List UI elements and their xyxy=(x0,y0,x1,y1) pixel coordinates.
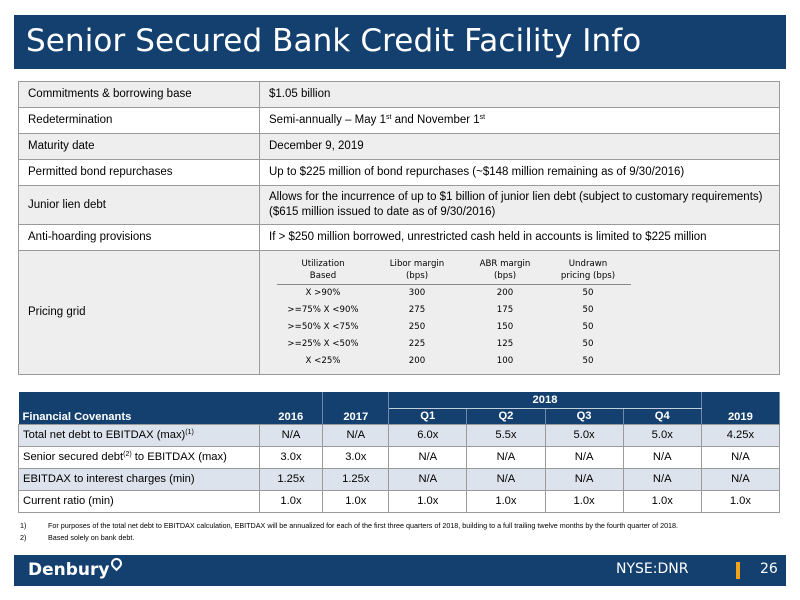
superscript: (1) xyxy=(185,429,194,436)
covenant-value: N/A xyxy=(545,446,623,468)
term-value: $1.05 billion xyxy=(260,82,780,108)
covenant-value: 1.25x xyxy=(259,468,323,490)
pricing-cell: 150 xyxy=(496,321,514,332)
terms-row xyxy=(19,160,780,186)
pricing-cell: 225 xyxy=(408,338,426,349)
footnote xyxy=(20,520,678,532)
pricing-row xyxy=(277,336,631,353)
covenant-value: 1.0x xyxy=(467,490,545,512)
pricing-cell: X >90% xyxy=(305,287,341,298)
pricing-cell: 50 xyxy=(582,321,594,332)
pricing-header-line: (bps) xyxy=(405,270,429,281)
covenant-value: 5.0x xyxy=(623,424,701,446)
covenant-value: 1.0x xyxy=(259,490,323,512)
pricing-row xyxy=(277,319,631,336)
term-value: Up to $225 million of bond repurchases (~$148 million remaining as of 9/30/2016) xyxy=(260,160,780,186)
pricing-cell: 50 xyxy=(582,304,594,315)
terms-row xyxy=(19,186,780,225)
pricing-row xyxy=(277,284,631,302)
pricing-header xyxy=(369,258,465,285)
covenant-value: 1.0x xyxy=(545,490,623,512)
footer-separator xyxy=(736,562,740,579)
pricing-cell: X <25% xyxy=(305,355,341,366)
covenants-header-row xyxy=(19,392,780,408)
term-label: Redetermination xyxy=(19,108,260,134)
covenant-row xyxy=(19,446,780,468)
term-value-text: Semi-annually – May 1 xyxy=(269,114,386,126)
page-number: 26 xyxy=(760,561,778,577)
pricing-row xyxy=(277,353,631,370)
covenant-value: 5.0x xyxy=(545,424,623,446)
covenant-value: 1.0x xyxy=(623,490,701,512)
pricing-cell: 175 xyxy=(496,304,514,315)
footnote-number: 1) xyxy=(20,521,27,530)
covenant-value: N/A xyxy=(467,446,545,468)
oil-drop-icon xyxy=(109,556,125,572)
footnote xyxy=(20,532,678,544)
year-header: 2017 xyxy=(323,392,389,424)
term-value: If > $250 million borrowed, unrestricted cash held in accounts is limited to $225 million xyxy=(260,225,780,251)
superscript: st xyxy=(385,114,392,121)
superscript: (2) xyxy=(123,451,132,458)
pricing-header-row xyxy=(277,258,631,285)
terms-row xyxy=(19,134,780,160)
quarter-header: Q2 xyxy=(467,408,545,424)
page-title: Senior Secured Bank Credit Facility Info xyxy=(26,23,642,59)
term-label: Pricing grid xyxy=(19,251,260,375)
covenant-value: 3.0x xyxy=(259,446,323,468)
pricing-header-line: Utilization xyxy=(301,258,345,269)
covenant-value: N/A xyxy=(259,424,323,446)
covenant-label xyxy=(19,424,260,446)
stock-ticker: NYSE:DNR xyxy=(616,561,689,577)
terms-row xyxy=(19,251,780,375)
covenant-label xyxy=(19,446,260,468)
pricing-header xyxy=(277,258,369,285)
pricing-header-line: Based xyxy=(309,270,337,281)
footnote-text: For purposes of the total net debt to EBITDAX calculation, EBITDAX will be annualized for each of the first three quarters of 2018, building to a full trailing twelve months by the fourth quarter of 2018. xyxy=(48,521,679,530)
covenant-value: 5.5x xyxy=(467,424,545,446)
quarter-header: Q1 xyxy=(389,408,467,424)
pricing-cell: 275 xyxy=(408,304,426,315)
term-label: Commitments & borrowing base xyxy=(19,82,260,108)
year-header: 2018 xyxy=(389,392,702,408)
pricing-header xyxy=(545,258,631,285)
year-header: 2016 xyxy=(259,392,323,424)
pricing-grid-cell xyxy=(260,251,780,375)
pricing-cell: 250 xyxy=(408,321,426,332)
term-label: Permitted bond repurchases xyxy=(19,160,260,186)
quarter-header: Q4 xyxy=(623,408,701,424)
footnote-number: 2) xyxy=(20,533,27,542)
financial-covenants-table xyxy=(18,392,780,513)
year-header: 2019 xyxy=(701,392,779,424)
covenant-value: 4.25x xyxy=(701,424,779,446)
covenant-label: EBITDAX to interest charges (min) xyxy=(19,468,260,490)
covenant-value: N/A xyxy=(389,446,467,468)
covenant-value: 1.0x xyxy=(323,490,389,512)
term-value: December 9, 2019 xyxy=(260,134,780,160)
pricing-cell: >=75% X <90% xyxy=(287,304,359,315)
footnote-text: Based solely on bank debt. xyxy=(48,533,135,542)
pricing-cell: 125 xyxy=(496,338,514,349)
pricing-grid-table xyxy=(277,258,631,370)
terms-row xyxy=(19,82,780,108)
covenant-value: N/A xyxy=(545,468,623,490)
pricing-header-line: ABR margin xyxy=(479,258,531,269)
covenant-label: Current ratio (min) xyxy=(19,490,260,512)
pricing-cell: >=25% X <50% xyxy=(287,338,359,349)
pricing-header-line: Undrawn xyxy=(568,258,608,269)
term-value: Allows for the incurrence of up to $1 billion of junior lien debt (subject to customary requirements) ($615 million issued to date as of 9/30/2016) xyxy=(260,186,780,225)
covenant-label-text: to EBITDAX (max) xyxy=(131,451,227,463)
term-value-text: and November 1 xyxy=(391,114,480,126)
pricing-cell: 300 xyxy=(408,287,426,298)
covenant-value: N/A xyxy=(623,446,701,468)
footer-bar xyxy=(14,555,786,586)
pricing-cell: 50 xyxy=(582,338,594,349)
logo-text: Denbury xyxy=(28,560,110,580)
term-label: Maturity date xyxy=(19,134,260,160)
terms-row xyxy=(19,108,780,134)
covenants-header-label: Financial Covenants xyxy=(19,392,260,424)
pricing-cell: 50 xyxy=(582,355,594,366)
covenant-value: N/A xyxy=(389,468,467,490)
covenant-row xyxy=(19,468,780,490)
covenant-value: N/A xyxy=(701,446,779,468)
pricing-cell: 200 xyxy=(496,287,514,298)
covenant-value: N/A xyxy=(467,468,545,490)
covenant-value: 1.25x xyxy=(323,468,389,490)
pricing-header xyxy=(465,258,545,285)
covenant-value: 1.0x xyxy=(701,490,779,512)
pricing-header-line: (bps) xyxy=(493,270,517,281)
pricing-cell: 100 xyxy=(496,355,514,366)
covenant-value: N/A xyxy=(701,468,779,490)
term-label: Anti-hoarding provisions xyxy=(19,225,260,251)
covenant-row xyxy=(19,424,780,446)
term-label: Junior lien debt xyxy=(19,186,260,225)
facility-terms-table xyxy=(18,81,780,375)
covenant-value: 3.0x xyxy=(323,446,389,468)
quarter-header: Q3 xyxy=(545,408,623,424)
pricing-header-line: pricing (bps) xyxy=(560,270,616,281)
covenant-row xyxy=(19,490,780,512)
superscript: st xyxy=(479,114,486,121)
pricing-row xyxy=(277,302,631,319)
title-bar xyxy=(14,15,786,69)
company-logo xyxy=(28,560,122,580)
covenant-value: 1.0x xyxy=(389,490,467,512)
covenant-label-text: Total net debt to EBITDAX (max) xyxy=(23,429,186,441)
covenant-value: N/A xyxy=(323,424,389,446)
covenant-value: 6.0x xyxy=(389,424,467,446)
pricing-cell: 200 xyxy=(408,355,426,366)
terms-row xyxy=(19,225,780,251)
pricing-header-line: Libor margin xyxy=(389,258,445,269)
covenant-label-text: Senior secured debt xyxy=(23,451,124,463)
pricing-cell: 50 xyxy=(582,287,594,298)
pricing-cell: >=50% X <75% xyxy=(287,321,359,332)
footnotes xyxy=(20,520,678,544)
covenant-value: N/A xyxy=(623,468,701,490)
term-value xyxy=(260,108,780,134)
